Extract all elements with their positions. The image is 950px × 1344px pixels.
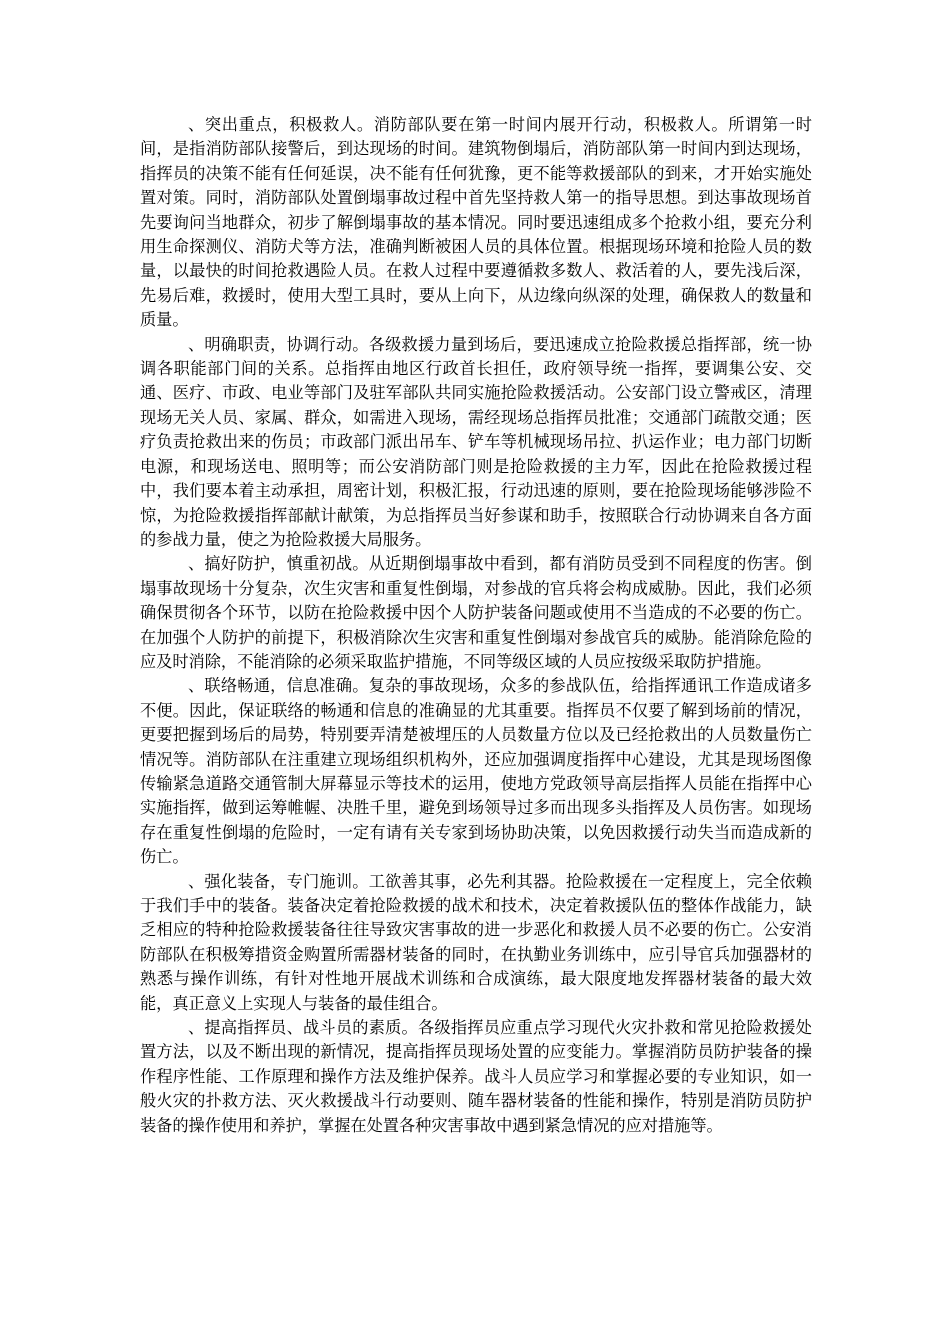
- paragraph-communication: 、联络畅通，信息准确。复杂的事故现场，众多的参战队伍，给指挥通讯工作造成诸多不便。因此，保证联络的畅通和信息的准确显的尤其重要。指挥员不仅要了解到场前的情况，更要把握到场后的局势，特别要弄清楚被埋压的人员数量方位以及已经抢救出的人员数量伤亡情况等。消防部队在注重建立现场组织机构外，还应加强调度指挥中心建设，尤其是现场图像传输紧急道路交通管制大屏幕显示等技术的运用，使地方党政领导高层指挥人员能在指挥中心实施指挥，做到运筹帷幄、决胜千里，避免到场领导过多而出现多头指挥及人员伤害。如现场存在重复性倒塌的危险时，一定有请有关专家到场协助决策，以免因救援行动失当而造成新的伤亡。: [140, 676, 812, 867]
- paragraph-protection: 、搞好防护，慎重初战。从近期倒塌事故中看到，都有消防员受到不同程度的伤害。倒塌事故现场十分复杂，次生灾害和重复性倒塌，对参战的官兵将会构成威胁。因此，我们必须确保贯彻各个环节，以防在抢险救援中因个人防护装备问题或使用不当造成的不必要的伤亡。在加强个人防护的前提下，积极消除次生灾害和重复性倒塌对参战官兵的威胁。能消除危险的应及时消除，不能消除的必须采取监护措施，不同等级区域的人员应按级采取防护措施。: [140, 554, 812, 671]
- paragraph-coordination: 、明确职责，协调行动。各级救援力量到场后，要迅速成立抢险救援总指挥部，统一协调各职能部门间的关系。总指挥由地区行政首长担任，政府领导统一指挥，要调集公安、交通、医疗、市政、电业等部门及驻军部队共同实施抢险救援活动。公安部门设立警戒区，清理现场无关人员、家属、群众，如需进入现场，需经现场总指挥员批准；交通部门疏散交通；医疗负责抢救出来的伤员；市政部门派出吊车、铲车等机械现场吊拉、扒运作业；电力部门切断电源，和现场送电、照明等；而公安消防部门则是抢险救援的主力军，因此在抢险救援过程中，我们要本着主动承担，周密计划，积极汇报，行动迅速的原则，要在抢险现场能够涉险不惊，为抢险救援指挥部献计献策，为总指挥员当好参谋和助手，按照联合行动协调来自各方面的参战力量，使之为抢险救援大局服务。: [140, 334, 812, 549]
- paragraph-equipment: 、强化装备，专门施训。工欲善其事，必先利其器。抢险救援在一定程度上，完全依赖于我们手中的装备。装备决定着抢险救援的战术和技术，决定着救援队伍的整体作战能力，缺乏相应的特种抢险救援装备往往导致灾害事故的进一步恶化和救援人员不必要的伤亡。公安消防部队在积极筹措资金购置所需器材装备的同时，在执勤业务训练中，应引导官兵加强器材的熟悉与操作训练，有针对性地开展战术训练和合成演练，最大限度地发挥器材装备的最大效能，真正意义上实现人与装备的最佳组合。: [140, 871, 812, 1013]
- paragraph-rescue-priority: 、突出重点，积极救人。消防部队要在第一时间内展开行动，积极救人。所谓第一时间，是指消防部队接警后，到达现场的时间。建筑物倒塌后，消防部队第一时间内到达现场，指挥员的决策不能有任何延误，决不能有任何犹豫，更不能等救援部队的到来，才开始实施处置对策。同时，消防部队处置倒塌事故过程中首先坚持救人第一的指导思想。到达事故现场首先要询问当地群众，初步了解倒塌事故的基本情况。同时要迅速组成多个抢救小组，要充分利用生命探测仪、消防犬等方法，准确判断被困人员的具体位置。根据现场环境和抢险人员的数量，以最快的时间抢救遇险人员。在救人过程中要遵循救多数人、救活着的人，要先浅后深，先易后难，救援时，使用大型工具时，要从上向下，从边缘向纵深的处理，确保救人的数量和质量。: [140, 115, 812, 330]
- paragraph-personnel-quality: 、提高指挥员、战斗员的素质。各级指挥员应重点学习现代火灾扑救和常见抢险救援处置方法，以及不断出现的新情况，提高指挥员现场处置的应变能力。掌握消防员防护装备的操作程序性能、工作原理和操作方法及维护保养。战斗人员应学习和掌握必要的专业知识，如一般火灾的扑救方法、灭火救援战斗行动要则、随车器材装备的性能和操作，特别是消防员防护装备的操作使用和养护，掌握在处置各种灾害事故中遇到紧急情况的应对措施等。: [140, 1018, 812, 1135]
- document-body: [140, 113, 812, 1138]
